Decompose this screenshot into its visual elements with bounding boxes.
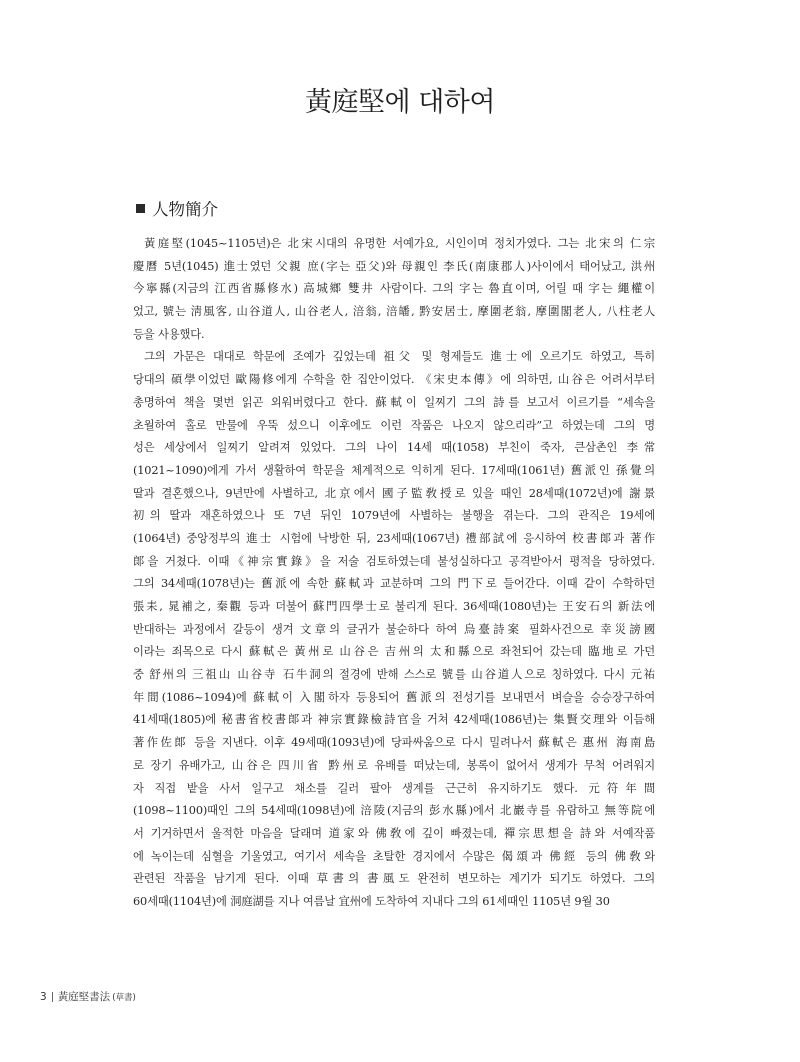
text-line: 60세때(1104년)에 洞庭湖를 지나 여름날 宜州에 도착하여 지내다 그의 61세때인 1105년 9월 30 (133, 894, 610, 908)
paragraph (133, 346, 655, 913)
text-line: 今寧縣(지금의 江西省縣修水) 高城鄉 雙井 사람이다. 그의 字는 魯直이며, 어릴 때 字는 繩權이 (133, 282, 655, 296)
text-line: 이라는 죄목으로 다시 蘇軾은 黃州로 山谷은 吉州의 太和縣으로 좌천되어 갔는데 臨地로 가던 (133, 645, 655, 659)
text-line: 등을 사용했다. (133, 327, 205, 341)
text-line: 었고, 號는 淸風客, 山谷道人, 山谷老人, 涪翁, 涪皤, 黔安居士, 摩圍老翁, 摩圍閣老人, 八柱老人 (133, 305, 655, 319)
footer-divider (52, 992, 53, 1002)
text-line: 자 직접 밭을 사서 일구고 채소를 길러 팔아 생계를 근근히 유지하기도 했다. 元符年間 (133, 781, 655, 795)
text-line: 黃庭堅(1045~1105년)은 北宋시대의 유명한 서예가요, 시인이며 정치가였다. 그는 北宋의 仁宗 (144, 237, 655, 250)
text-line: 딸과 결혼했으나, 9년만에 사별하고, 北京에서 國子監敎授로 있을 때인 28세때(1072년)에 謝景 (133, 486, 655, 500)
text-line: 총명하여 책을 몇번 읽곤 외워버렸다고 한다. 蘇軾이 일찌기 그의 詩를 보고서 이르기를 “세속을 (133, 395, 655, 409)
text-line: 성은 세상에서 일찌기 알려져 있었다. 그의 나이 14세 때(1058) 부친이 죽자, 큰삼촌인 李常 (133, 441, 655, 455)
page-number: 3 (40, 990, 47, 1003)
text-line: 張耒, 晁補之, 秦觀 등과 더불어 蘇門四學士로 불리게 된다. 36세때(1080년)는 王安石의 新法에 (133, 600, 655, 613)
book-subtitle: (草書) (112, 992, 136, 1003)
text-line: 年間(1086~1094)에 蘇軾이 入閣하자 등용되어 舊派의 전성기를 보내면서 벼슬을 승승장구하여 (133, 690, 655, 704)
text-line: 당대의 碩學이었던 歐陽修에게 수학을 한 집안이었다. 《宋史本傳》에 의하면, 山谷은 어려서부터 (133, 373, 655, 387)
book-title: 黃庭堅書法 (57, 991, 111, 1003)
text-line: 그의 가문은 대대로 학문에 조예가 깊었는데 祖父 및 형제들도 進士에 오르기도 하였고, 특히 (144, 350, 655, 364)
text-line: (1064년) 중앙정부의 進士 시험에 낙방한 뒤, 23세때(1067년) 禮部試에 응시하여 校書郞과 著作 (133, 531, 655, 545)
text-line: 관련된 작품을 남기게 된다. 이때 草書의 書風도 완전히 변모하는 계기가 되기도 하였다. 그의 (133, 872, 655, 886)
text-line: 著作佐郞 등을 지낸다. 이후 49세때(1093년)에 당파싸움으로 다시 밀려나서 蘇軾은 惠州 海南島 (133, 736, 655, 750)
body-text (133, 233, 655, 914)
text-line: 로 장기 유배가고, 山谷은 四川省 黔州로 유배를 떠났는데, 봉록이 없어서 생계가 무척 어려워지 (133, 758, 655, 772)
text-line: 郞을 거쳤다. 이때《神宗實錄》을 저술 검토하였는데 불성실하다고 공격받아서 평적을 당하였다. (133, 554, 655, 568)
text-line: 에 녹이는데 심혈을 기울였고, 여기서 세속을 초탈한 경지에서 수많은 偈頌과 佛經 등의 佛敎와 (133, 849, 655, 863)
text-line: 서 기거하면서 울적한 마음을 달래며 道家와 佛敎에 깊이 빠졌는데, 禪宗思想을 詩와 서예작품 (133, 826, 655, 840)
text-line: (1021~1090)에게 가서 생활하여 학문을 체계적으로 익히게 된다. 17세때(1061년) 舊派인 孫覺의 (133, 463, 655, 477)
text-line: 41세때(1805)에 秘書省校書郞과 神宗實錄檢詩官을 거쳐 42세때(1086년)는 集賢交理와 이듬해 (133, 713, 655, 727)
text-line: 初의 딸과 재혼하였으나 또 7년 뒤인 1079년에 사별하는 불행을 겪는다. 그의 관직은 19세에 (133, 509, 655, 523)
section-heading-text: 人物簡介 (152, 200, 218, 219)
paragraph (133, 233, 655, 346)
square-bullet-icon (136, 204, 145, 213)
page-footer (40, 989, 136, 1004)
text-line: 그의 34세때(1078년)는 舊派에 속한 蘇軾과 교분하며 그의 門下로 들어간다. 이때 같이 수학하던 (133, 577, 655, 591)
text-line: (1098~1100)때인 그의 54세때(1098년)에 涪陵(지금의 彭水縣)에서 北巖寺를 유람하고 無等院에 (133, 804, 655, 818)
text-line: 반대하는 과정에서 갈등이 생겨 文章의 글귀가 불순하다 하여 烏臺詩案 필화사건으로 幸災謗國 (133, 622, 655, 636)
text-line: 慶曆 5년(1045) 進士였던 父親 庶(字는 亞父)와 母親인 李氏(南康郡人)사이에서 태어났고, 洪州 (133, 259, 655, 273)
section-heading (136, 196, 218, 220)
text-line: 중 舒州의 三祖山 山谷寺 石牛洞의 절경에 반해 스스로 號를 山谷道人으로 칭하였다. 다시 元祐 (133, 668, 655, 682)
text-line: 초월하여 홀로 만물에 우뚝 섰으니 이후에도 이런 작품은 나오지 않으리라”고 하였는데 그의 명 (133, 418, 655, 432)
page-title: 黃庭堅에 대하여 (305, 87, 495, 118)
